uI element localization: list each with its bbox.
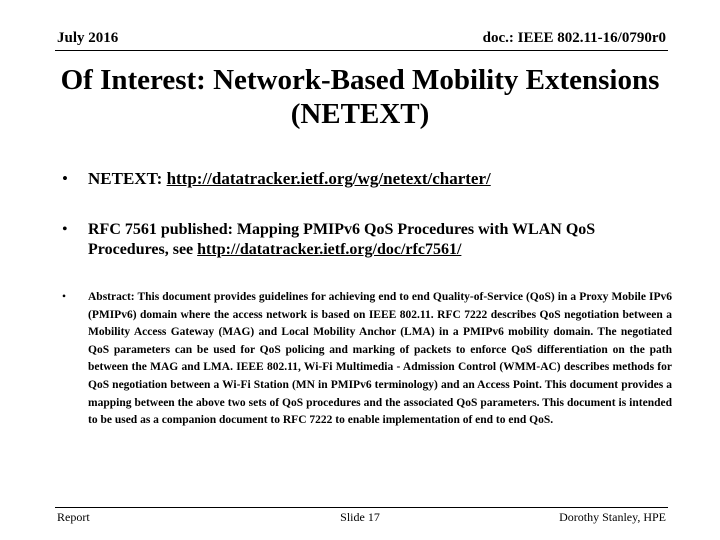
bullet-text: RFC 7561 published: Mapping PMIPv6 QoS Procedures with WLAN QoS Procedures, see	[88, 221, 596, 258]
bullet-text: NETEXT:	[88, 169, 167, 188]
slide-title: Of Interest: Network-Based Mobility Extensions (NETEXT)	[60, 64, 660, 130]
bullet-marker: •	[62, 169, 68, 188]
footer-author: Dorothy Stanley, HPE	[559, 510, 666, 524]
netext-charter-link[interactable]: http://datatracker.ietf.org/wg/netext/charter/	[166, 169, 491, 188]
footer-slide-number: Slide 17	[340, 510, 380, 524]
header-rule	[55, 50, 668, 51]
footer-rule	[55, 507, 668, 508]
header-doc-id: doc.: IEEE 802.11-16/0790r0	[482, 30, 666, 46]
bullet-marker: •	[62, 221, 68, 238]
footer-left: Report	[57, 510, 90, 524]
bullet-netext	[88, 168, 672, 189]
rfc7561-link[interactable]: http://datatracker.ietf.org/doc/rfc7561/	[197, 241, 462, 258]
bullet-abstract: Abstract: This document provides guidelines for achieving end to end Quality-of-Service (QoS) in a Proxy Mobile IPv6 (PMIPv6) domain where the access network is based on IEEE 802.11. RFC 7222 describes QoS negotiation between a Mobility Access Gateway (MAG) and Local Mobility Anchor (LMA) in a PMIPv6 mobility domain. The negotiated QoS parameters can be used for QoS policing and marking of packets to enforce QoS differentiation on the path between the MAG and LMA. IEEE 802.11, Wi-Fi Multimedia - Admission Control (WMM-AC) describes methods for QoS negotiation between a Wi-Fi Station (MN in PMIPv6 terminology) and an Access Point. This document provides a mapping between the above two sets of QoS procedures and the associated QoS parameters. This document is intended to be used as a companion document to RFC 7222 to enable implementation of end to end QoS.	[88, 291, 672, 427]
bullet-marker: •	[62, 291, 67, 303]
bullet-rfc7561	[88, 220, 672, 260]
header-date: July 2016	[57, 30, 119, 46]
